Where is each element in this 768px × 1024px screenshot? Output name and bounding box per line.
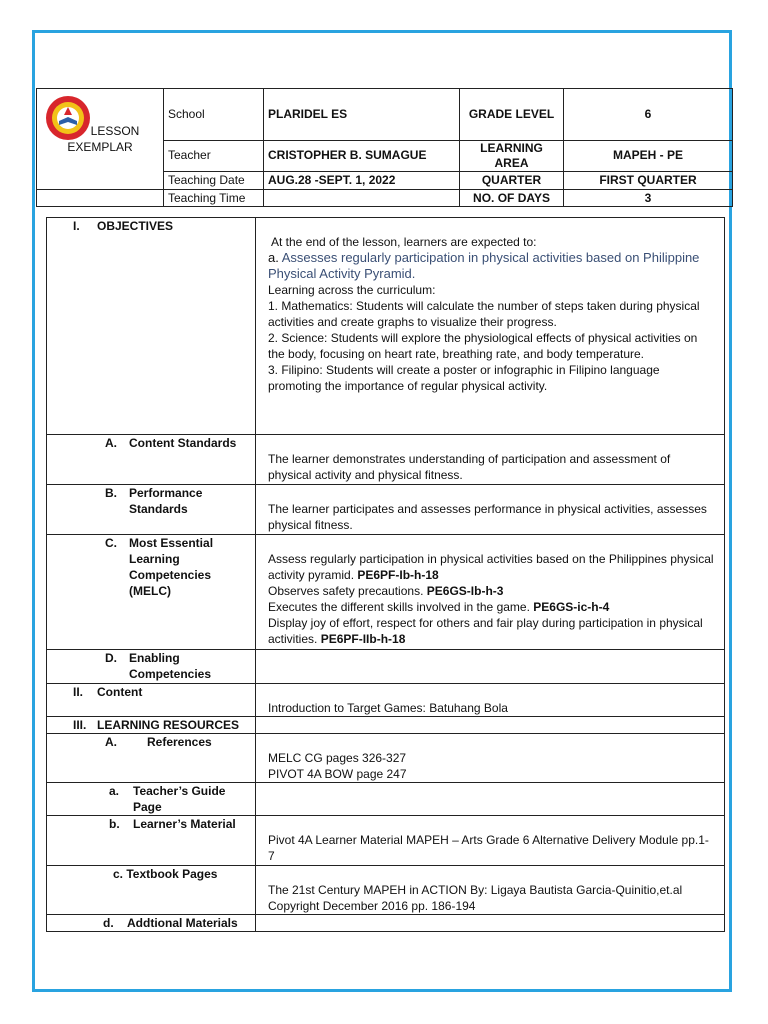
- lesson-exemplar-label: LESSON EXEMPLAR: [67, 124, 140, 154]
- melc-content: [256, 535, 725, 650]
- melc-row: [47, 535, 725, 650]
- objective-a-prefix: a.: [268, 250, 279, 265]
- objectives-intro: At the end of the lesson, learners are expected to:: [271, 235, 537, 249]
- blank-cell: [37, 190, 164, 207]
- objectives-title: OBJECTIVES: [97, 219, 174, 233]
- references-num: A.: [105, 735, 117, 749]
- learners-material-row: [47, 816, 725, 866]
- lesson-plan-table: [46, 217, 725, 932]
- content-standards-num: A.: [105, 436, 117, 450]
- melc-item-text: Assess regularly participation in physical activities based on the Philippines physical activity pyramid.: [268, 552, 714, 582]
- objectives-num: I.: [73, 219, 80, 233]
- content-num: II.: [73, 685, 84, 699]
- enabling-title: Enabling Competencies: [129, 651, 212, 681]
- school-value: PLARIDEL ES: [264, 89, 460, 141]
- enabling-row: [47, 650, 725, 684]
- objectives-line: 3. Filipino: Students will create a poster or infographic in Filipino language promoting the importance of regular physical activity.: [268, 363, 660, 393]
- teaching-time-value: [264, 190, 460, 207]
- melc-item-code: PE6PF-Ib-h-18: [357, 568, 439, 582]
- melc-item-text: Executes the different skills involved in the game.: [268, 600, 530, 614]
- learning-area-value: MAPEH - PE: [564, 140, 733, 172]
- performance-standards-num: B.: [105, 486, 117, 500]
- header-table: [36, 88, 733, 207]
- enabling-num: D.: [105, 651, 117, 665]
- quarter-value: FIRST QUARTER: [564, 172, 733, 190]
- additional-text: [256, 915, 725, 932]
- learning-area-label: LEARNING AREA: [460, 140, 564, 172]
- grade-level-value: 6: [564, 89, 733, 141]
- learners-material-text: Pivot 4A Learner Material MAPEH – Arts Grade 6 Alternative Delivery Module pp.1-7: [256, 816, 725, 866]
- textbook-text: The 21st Century MAPEH in ACTION By: Ligaya Bautista Garcia-Quinitio,et.al Copyright December 2016 pp. 186-194: [256, 866, 725, 915]
- reference-line: PIVOT 4A BOW page 247: [268, 767, 407, 781]
- objective-a-text: Assesses regularly participation in physical activities based on Philippine Physical Activity Pyramid.: [268, 250, 700, 281]
- melc-num: C.: [105, 536, 117, 550]
- melc-title: Most Essential Learning Competencies (MELC): [129, 536, 214, 598]
- learners-material-num: b.: [109, 817, 120, 831]
- teachers-guide-text: [256, 783, 725, 816]
- grade-level-label: GRADE LEVEL: [460, 89, 564, 141]
- resources-num: III.: [73, 718, 87, 732]
- learners-material-title: Learner’s Material: [133, 817, 236, 831]
- additional-row: [47, 915, 725, 932]
- references-row: [47, 734, 725, 783]
- content-standards-text: The learner demonstrates understanding of participation and assessment of physical activity and physical fitness.: [256, 435, 725, 485]
- objectives-line: 2. Science: Students will explore the physiological effects of physical activities on the body, focusing on heart rate, breathing rate, and body temperature.: [268, 331, 698, 361]
- teacher-label: Teacher: [164, 140, 264, 172]
- performance-standards-text: The learner participates and assesses performance in physical activities, assesses physical fitness.: [256, 485, 725, 535]
- melc-item-code: PE6PF-IIb-h-18: [320, 632, 406, 646]
- days-value: 3: [564, 190, 733, 207]
- teachers-guide-row: [47, 783, 725, 816]
- teachers-guide-title: Teacher’s Guide Page: [133, 784, 226, 814]
- content-standards-row: [47, 435, 725, 485]
- school-label: School: [164, 89, 264, 141]
- content-title: Content: [97, 685, 143, 699]
- content-standards-title: Content Standards: [129, 436, 237, 450]
- days-label: NO. OF DAYS: [460, 190, 564, 207]
- teaching-date-value: AUG.28 -SEPT. 1, 2022: [264, 172, 460, 190]
- additional-title: Addtional Materials: [127, 916, 238, 930]
- melc-item-code: PE6GS-ic-h-4: [533, 600, 610, 614]
- textbook-row: [47, 866, 725, 915]
- teacher-value: CRISTOPHER B. SUMAGUE: [264, 140, 460, 172]
- resources-title: LEARNING RESOURCES: [97, 718, 240, 732]
- content-row: [47, 684, 725, 717]
- objectives-row: [47, 218, 725, 435]
- objectives-line: Learning across the curriculum:: [268, 283, 436, 297]
- textbook-title: c. Textbook Pages: [47, 866, 256, 915]
- teaching-date-label: Teaching Date: [164, 172, 264, 190]
- resources-row: [47, 717, 725, 734]
- objectives-line: 1. Mathematics: Students will calculate the number of steps taken during physical activities and create graphs to visualize their progress.: [268, 299, 700, 329]
- melc-item-text: Display joy of effort, respect for others and fair play during participation in physical activities.: [268, 616, 703, 646]
- reference-line: MELC CG pages 326-327: [268, 751, 407, 765]
- performance-standards-title: Performance Standards: [129, 486, 203, 516]
- references-content: [256, 734, 725, 783]
- references-title: References: [147, 735, 212, 749]
- performance-standards-row: [47, 485, 725, 535]
- teachers-guide-num: a.: [109, 784, 120, 798]
- content-text: Introduction to Target Games: Batuhang Bola: [256, 684, 725, 717]
- additional-num: d.: [103, 916, 114, 930]
- objectives-content: [256, 218, 725, 435]
- melc-item-text: Observes safety precautions.: [268, 584, 424, 598]
- teaching-time-label: Teaching Time: [164, 190, 264, 207]
- enabling-text: [256, 650, 725, 684]
- logo-cell: [37, 89, 164, 190]
- melc-item-code: PE6GS-Ib-h-3: [426, 584, 504, 598]
- quarter-label: QUARTER: [460, 172, 564, 190]
